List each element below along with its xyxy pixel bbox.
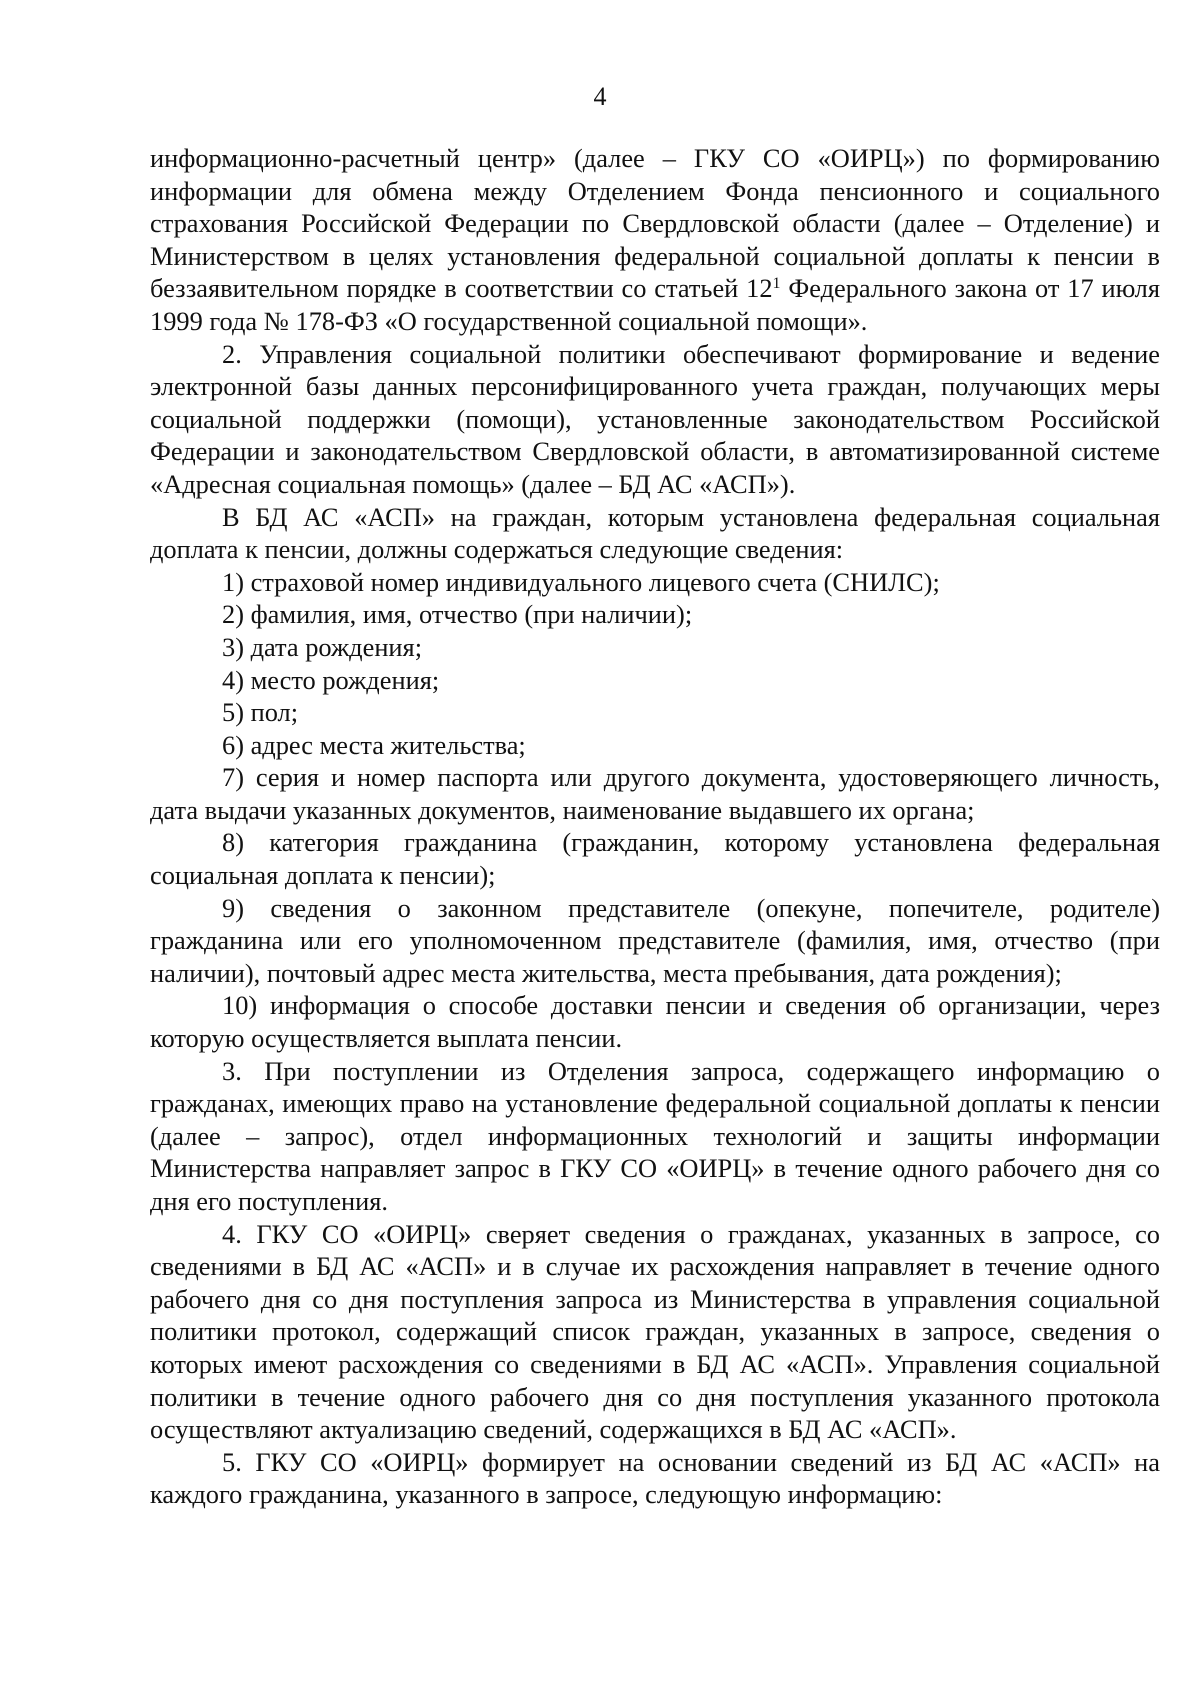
list-item-3: 3) дата рождения; xyxy=(222,631,423,662)
list-item-9: 9) сведения о законном представителе (опекуне, попечителе, родителе) гражданина или его уполномоченном представителе (фамилия, имя, отчество (при наличии), почтовый адрес места жительства, места пребывания, дата рождения); xyxy=(150,892,1160,988)
list-item-6: 6) адрес места жительства; xyxy=(222,729,526,760)
paragraph-intro xyxy=(150,142,1160,338)
list-item-4: 4) место рождения; xyxy=(222,664,440,695)
list-item-10: 10) информация о способе доставки пенсии и сведения об организации, через которую осуществляется выплата пенсии. xyxy=(150,990,1160,1054)
list-item-2: 2) фамилия, имя, отчество (при наличии); xyxy=(222,599,693,630)
paragraph-5: 5. ГКУ СО «ОИРЦ» формирует на основании сведений из БД АС «АСП» на каждого гражданина, указанного в запросе, следующую информацию: xyxy=(150,1446,1160,1510)
paragraph-4: 4. ГКУ СО «ОИРЦ» сверяет сведения о гражданах, указанных в запросе, со сведениями в БД АС «АСП» и в случае их расхождения направляет в течение одного рабочего дня со дня поступления запроса из Министерства в управления социальной политики протокол, содержащий список граждан, указанных в запросе, сведения о которых имеют расхождения со сведениями в БД АС «АСП». Управления социальной политики в течение одного рабочего дня со дня поступления указанного протокола осуществляют актуализацию сведений, содержащихся в БД АС «АСП». xyxy=(150,1218,1160,1445)
paragraph-list-intro: В БД АС «АСП» на граждан, которым установлена федеральная социальная доплата к пенсии, должны содержаться следующие сведения: xyxy=(150,501,1160,565)
paragraph-intro-text-before: информационно-расчетный центр» (далее – ГКУ СО «ОИРЦ») по формированию информации для обмена между Отделением Фонда пенсионного и социального страхования Российской Федерации по Свердловской области (далее – Отделение) и Министерством в целях установления федеральной социальной доплаты к пенсии в беззаявительном порядке в соответствии со статьей 12 xyxy=(150,143,1160,304)
article-superscript: 1 xyxy=(772,275,781,293)
paragraph-intro-text-after: Федерального закона от 17 июля 1999 года № 178-ФЗ «О государственной социальной помощи». xyxy=(150,273,1160,336)
document-body xyxy=(150,142,1160,1511)
page-number: 4 xyxy=(593,82,607,111)
paragraph-2: 2. Управления социальной политики обеспечивают формирование и ведение электронной базы данных персонифицированного учета граждан, получающих меры социальной поддержки (помощи), установленные законодательством Российской Федерации и законодательством Свердловской области, в автоматизированной системе «Адресная социальная помощь» (далее – БД АС «АСП»). xyxy=(150,338,1160,499)
list-item-8: 8) категория гражданина (гражданин, которому установлена федеральная социальная доплата к пенсии); xyxy=(150,827,1160,891)
paragraph-3: 3. При поступлении из Отделения запроса, содержащего информацию о гражданах, имеющих право на установление федеральной социальной доплаты к пенсии (далее – запрос), отдел информационных технологий и защиты информации Министерства направляет запрос в ГКУ СО «ОИРЦ» в течение одного рабочего дня со дня его поступления. xyxy=(150,1055,1160,1216)
list-item-7: 7) серия и номер паспорта или другого документа, удостоверяющего личность, дата выдачи указанных документов, наименование выдавшего их органа; xyxy=(150,762,1160,825)
list-item-5: 5) пол; xyxy=(222,697,299,728)
list-item-1: 1) страховой номер индивидуального лицевого счета (СНИЛС); xyxy=(222,566,940,597)
